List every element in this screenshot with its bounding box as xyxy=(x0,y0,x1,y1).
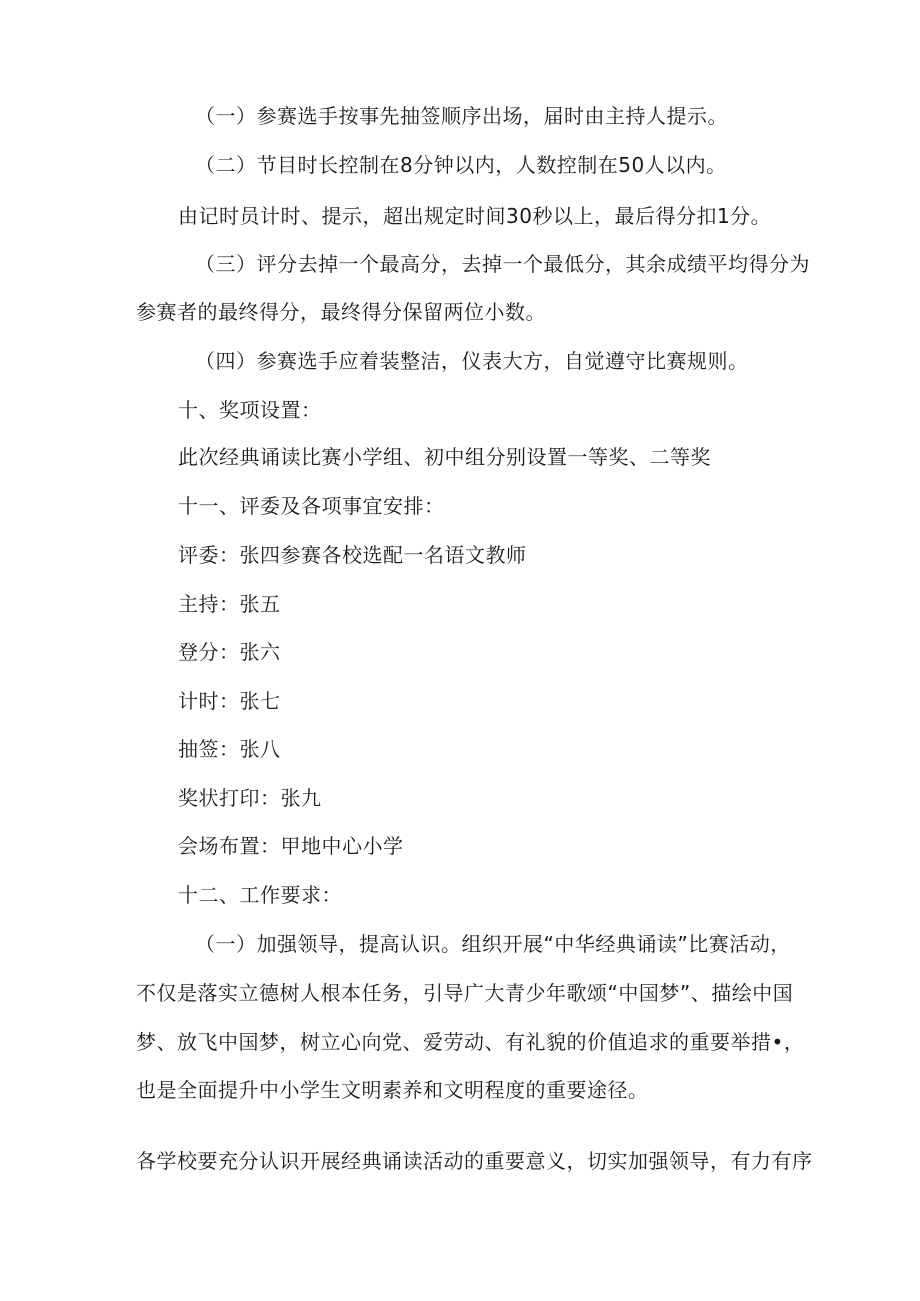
judges-item-judges: 评委：张四参赛各校选配一名语文教师 xyxy=(178,543,527,567)
judges-item-host: 主持：张五 xyxy=(178,592,281,616)
requirements-heading: 十二、工作要求： xyxy=(178,883,342,907)
rule-1: （一）参赛选手按事先抽签顺序出场，届时由主持人提示。 xyxy=(195,104,728,128)
requirements-p1-line-1: （一）加强领导，提高认识。组织开展“中华经典诵读”比赛活动， xyxy=(195,932,791,956)
judges-heading: 十一、评委及各项事宜安排： xyxy=(178,494,445,518)
rule-2: （二）节目时长控制在8分钟以内，人数控制在50人以内。 xyxy=(195,153,727,177)
judges-item-venue: 会场布置：甲地中心小学 xyxy=(178,834,404,858)
requirements-p1-line-3: 梦、放飞中国梦，树立心向党、爱劳动、有礼貌的价值追求的重要举措•， xyxy=(136,1030,805,1054)
rule-3-line-2: 参赛者的最终得分，最终得分保留两位小数。 xyxy=(136,300,546,324)
judges-item-certificate-printing: 奖状打印：张九 xyxy=(178,786,322,810)
rule-4: （四）参赛选手应着装整洁，仪表大方，自觉遵守比赛规则。 xyxy=(195,349,749,373)
requirements-p1-line-4: 也是全面提升中小学生文明素养和文明程度的重要途径。 xyxy=(136,1078,649,1102)
awards-text: 此次经典诵读比赛小学组、初中组分别设置一等奖、二等奖 xyxy=(178,445,711,469)
requirements-p1-line-2: 不仅是落实立德树人根本任务，引导广大青少年歌颂“中国梦”、描绘中国 xyxy=(136,981,794,1005)
rule-2-continued: 由记时员计时、提示，超出规定时间30秒以上，最后得分扣1分。 xyxy=(178,204,772,228)
awards-heading: 十、奖项设置： xyxy=(178,398,322,422)
judges-item-draw: 抽签：张八 xyxy=(178,737,281,761)
rule-3-line-1: （三）评分去掉一个最高分，去掉一个最低分，其余成绩平均得分为 xyxy=(195,252,810,276)
judges-item-timing: 计时：张七 xyxy=(178,689,281,713)
requirements-p2-line-1: 各学校要充分认识开展经典诵读活动的重要意义，切实加强领导，有力有序 xyxy=(136,1149,813,1173)
judges-item-scoring: 登分：张六 xyxy=(178,640,281,664)
